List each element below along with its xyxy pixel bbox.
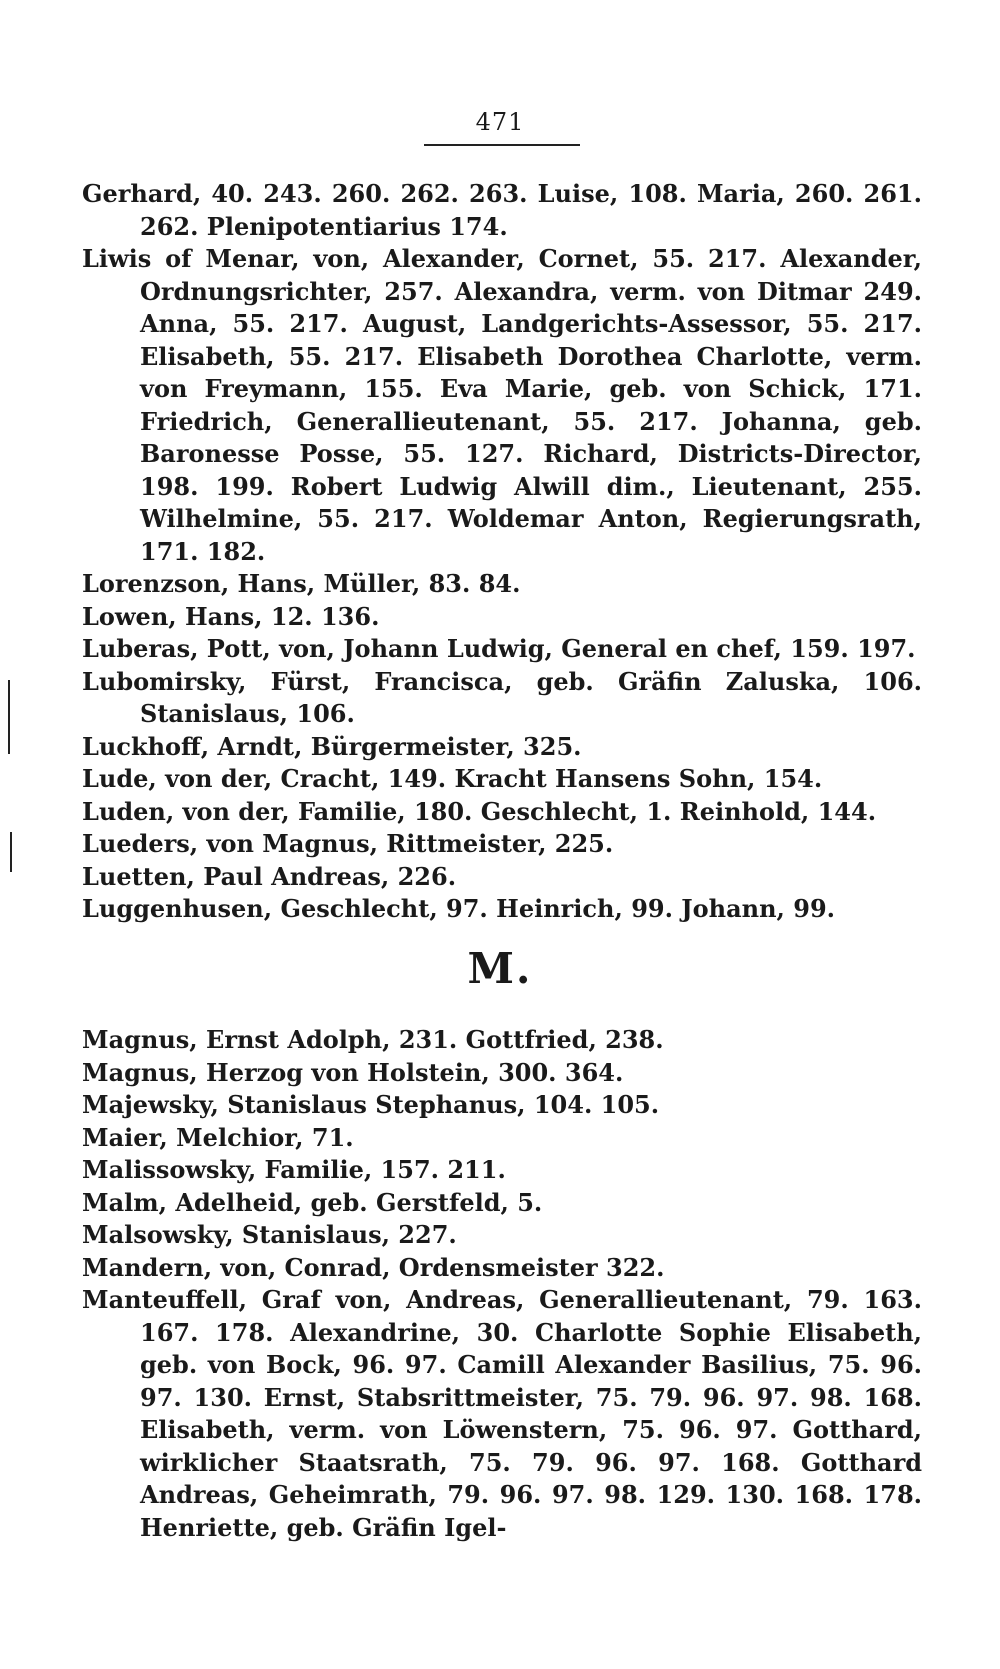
index-entry: Magnus, Ernst Adolph, 231. Gottfried, 238. (82, 1025, 664, 1054)
index-entry: Luberas, Pott, von, Johann Ludwig, General en chef, 159. 197. (82, 634, 916, 663)
page-number: 471 (475, 108, 525, 136)
index-entry: Maier, Melchior, 71. (82, 1122, 354, 1152)
index-entry: Luggenhusen, Geschlecht, 97. Heinrich, 99. Johann, 99. (82, 894, 836, 923)
index-entry: Luden, von der, Familie, 180. Geschlecht, 1. Reinhold, 144. (82, 796, 877, 826)
margin-mark (8, 680, 10, 754)
index-entry: Gerhard, 40. 243. 260. 262. 263. Luise, 108. Maria, 260. 261. 262. Plenipotentiarius 174. (82, 179, 922, 241)
index-entry: Magnus, Herzog von Holstein, 300. 364. (82, 1057, 624, 1087)
index-entry: Mandern, von, Conrad, Ordensmeister 322. (82, 1252, 665, 1282)
index-entry: Luetten, Paul Andreas, 226. (82, 861, 457, 891)
index-entry: Lude, von der, Cracht, 149. Kracht Hansens Sohn, 154. (82, 764, 823, 793)
section-heading: M. (467, 944, 533, 993)
index-entries-m (82, 1024, 922, 1544)
index-entry: Manteuffell, Graf von, Andreas, Generallieutenant, 79. 163. 167. 178. Alexandrine, 30. Charlotte Sophie Elisabeth, geb. von Bock, 96. 97. Camill Alexander Basilius, 75. 96. 97. 130. Ernst, Stabsrittmeister, 75. 79. 96. 97. 98. 168. Elisabeth, verm. von Löwenstern, 75. 96. 97. Gotthard, wirklicher Staatsrath, 75. 79. 96. 97. 168. Gotthard Andreas, Geheimrath, 79. 96. 97. 98. 129. 130. 168. 178. Henriette, geb. Gräfin Igel- (82, 1285, 922, 1542)
index-entry: Lueders, von Magnus, Rittmeister, 225. (82, 829, 614, 858)
index-entry: Malsowsky, Stanislaus, 227. (82, 1220, 457, 1249)
index-entry: Liwis of Menar, von, Alexander, Cornet, 55. 217. Alexander, Ordnungsrichter, 257. Alexandra, verm. von Ditmar 249. Anna, 55. 217. August, Landgerichts-Assessor, 55. 217. Elisabeth, 55. 217. Elisabeth Dorothea Charlotte, verm. von Freymann, 155. Eva Marie, geb. von Schick, 171. Friedrich, Generallieutenant, 55. 217. Johanna, geb. Baronesse Posse, 55. 127. Richard, Districts-Director, 198. 199. Robert Ludwig Alwill dim., Lieutenant, 255. Wilhelmine, 55. 217. Woldemar Anton, Regierungsrath, 171. 182. (82, 244, 922, 566)
index-entry: Lubomirsky, Fürst, Francisca, geb. Gräfin Zaluska, 106. Stanislaus, 106. (82, 666, 922, 728)
index-entry: Lorenzson, Hans, Müller, 83. 84. (82, 569, 521, 598)
index-entry: Malm, Adelheid, geb. Gerstfeld, 5. (82, 1187, 543, 1217)
header-rule (424, 144, 580, 146)
index-entry: Majewsky, Stanislaus Stephanus, 104. 105. (82, 1090, 660, 1119)
index-entry: Lowen, Hans, 12. 136. (82, 601, 380, 631)
margin-mark (10, 832, 12, 872)
index-entry: Luckhoff, Arndt, Bürgermeister, 325. (82, 731, 582, 761)
index-entries-l (82, 178, 922, 926)
index-entry: Malissowsky, Familie, 157. 211. (82, 1155, 506, 1184)
